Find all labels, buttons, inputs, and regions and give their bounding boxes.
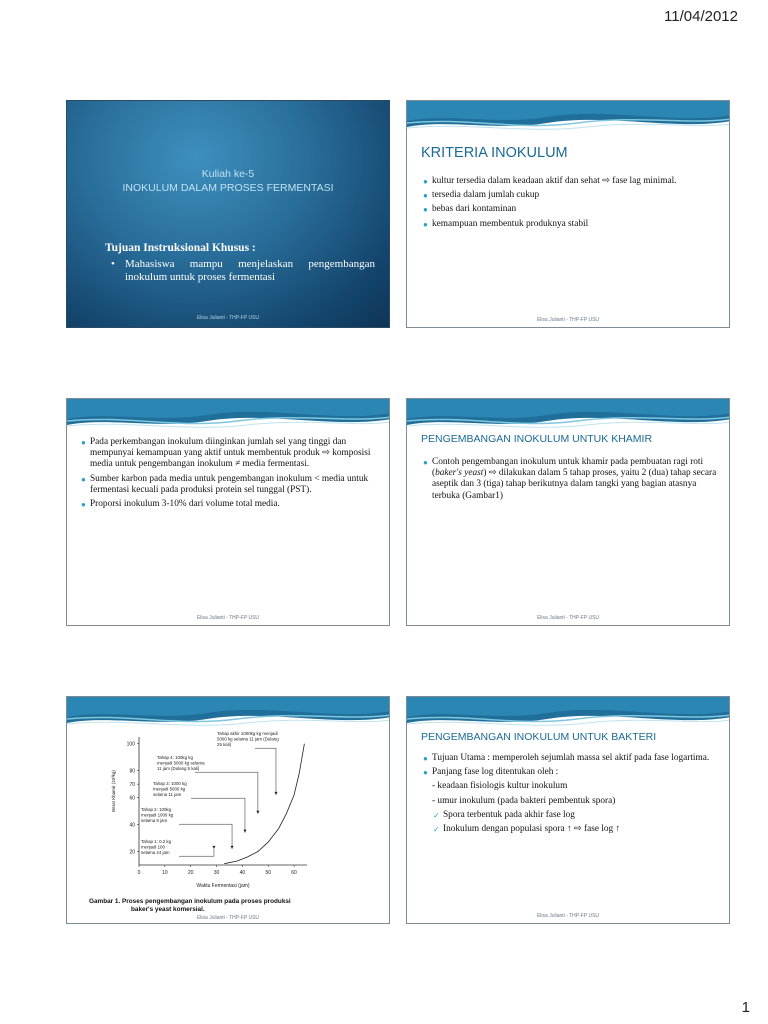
bullet-icon: • bbox=[111, 258, 115, 270]
annotation-text: Tahap 1: 0.2 kg bbox=[141, 839, 172, 844]
arrow-head bbox=[212, 846, 215, 849]
annotation-text: Tahap 3: 1000 kg bbox=[153, 781, 187, 786]
slide-footer: Elisa Julianti - THP-FP USU bbox=[536, 317, 600, 323]
list-item: ● Panjang fase log ditentukan oleh : bbox=[423, 767, 559, 778]
annotation-text: menjadi 1000 kg bbox=[141, 812, 174, 818]
y-tick-label: 100 bbox=[126, 741, 135, 748]
lecture-topic: INOKULUM DALAM PROSES FERMENTASI bbox=[122, 182, 334, 194]
list-item: ● tersedia dalam jumlah cukup bbox=[423, 190, 540, 201]
bullet-list bbox=[423, 176, 719, 233]
slide-footer: Elisa Julianti - THP-FP USU bbox=[536, 913, 600, 919]
wave-band bbox=[407, 399, 729, 435]
list-item: ✓ Spora terbentuk pada akhir fase log bbox=[433, 809, 575, 820]
bullet-list bbox=[81, 437, 379, 513]
slide-footer: Elisa Julianti - THP-FP USU bbox=[536, 615, 600, 621]
slide-title bbox=[66, 100, 390, 328]
objective-list bbox=[111, 258, 375, 283]
list-item: ● Tujuan Utama : memperoleh sejumlah massa sel aktif pada fase logartima. bbox=[423, 753, 710, 763]
list-item: ● kultur tersedia dalam keadaan aktif dan sehat ⇨ fase lag minimal. bbox=[423, 176, 677, 186]
list-item: ● Contoh pengembangan inokulum untuk khamir pada pembuatan ragi roti (baker's yeast) ⇨ dilakukan dalam 5 tahap proses, yaitu 2 (dua) tahap secara aseptik dan 3 (tiga) tahap berikutnya dalam tangki yang bagian atasnya terbuka (Gambar1) bbox=[423, 457, 717, 501]
print-date: 11/04/2012 bbox=[664, 8, 738, 25]
y-axis-label: Berat Khamir (10³kg) bbox=[111, 770, 116, 812]
list-item: ● Sumber karbon pada media untuk pengembangan inokulum < media untuk fermentasi kecuali pada produksi protein sel tunggal (PST). bbox=[81, 473, 369, 495]
slide-title-text bbox=[67, 167, 389, 195]
x-axis-label: Waktu Fermentasi (jam) bbox=[196, 883, 250, 889]
list-item: ● bebas dari kontaminan bbox=[423, 204, 517, 215]
lecture-number: Kuliah ke-5 bbox=[201, 168, 255, 180]
bullet-list bbox=[423, 753, 719, 838]
y-tick-label: 70 bbox=[129, 781, 135, 788]
slide-footer: Elisa Julianti - THP-FP USU bbox=[196, 615, 260, 621]
bullet-icon: ● bbox=[423, 177, 428, 186]
wave-band bbox=[407, 101, 729, 137]
slide-khamir bbox=[406, 398, 730, 626]
objective-text: Mahasiswa mampu menjelaskan pengembangan inokulum untuk proses fermentasi bbox=[125, 258, 375, 283]
x-tick-label: 40 bbox=[239, 870, 246, 876]
annotation-text: 11 jam (Dulang 5 kali) bbox=[157, 766, 200, 772]
list-item: ✓ Inokulum dengan populasi spora ↑ ⇨ fase log ↑ bbox=[433, 824, 621, 835]
arrow-head bbox=[256, 811, 259, 814]
y-tick-label: 60 bbox=[129, 795, 135, 802]
list-item: - keadaan fisiologis kultur inokulum bbox=[432, 781, 568, 792]
annotation-text: selama 11 jam bbox=[153, 792, 182, 798]
list-item: ● kemampuan membentuk produknya stabil bbox=[423, 218, 589, 229]
annotation-text: 5000 kg selama 11 jam (Dulang bbox=[217, 736, 279, 742]
annotation-text: 25 kali) bbox=[217, 742, 232, 748]
bullet-icon: ● bbox=[423, 768, 428, 778]
slide-heading: PENGEMBANGAN INOKULUM UNTUK BAKTERI bbox=[421, 731, 657, 743]
wave-band bbox=[407, 697, 729, 733]
growth-curve bbox=[224, 744, 304, 864]
arrow-head bbox=[231, 846, 234, 849]
list-item: ● Pada perkembangan inokulum diinginkan jumlah sel yang tinggi dan mempunyai kemampuan yang aktif untuk membentuk produk ⇨ komposisi media untuk pengembangan inokulum ≠ media fermentasi. bbox=[81, 437, 371, 470]
objective-heading: Tujuan Instruksional Khusus : bbox=[105, 242, 256, 254]
slide-heading: PENGEMBANGAN INOKULUM UNTUK KHAMIR bbox=[421, 433, 653, 445]
bullet-icon: ● bbox=[423, 754, 428, 763]
y-tick-label: 20 bbox=[129, 849, 135, 856]
annotation-text: selama 9 jam bbox=[141, 818, 168, 824]
list-item: - umur inokulum (pada bakteri pembentuk spora) bbox=[432, 795, 616, 806]
x-tick-label: 60 bbox=[291, 870, 297, 876]
growth-chart bbox=[67, 723, 390, 923]
x-tick-label: 30 bbox=[213, 870, 220, 876]
annotation-text: menjadi 5000 kg selama bbox=[157, 760, 205, 766]
y-tick-label: 80 bbox=[129, 768, 135, 775]
x-tick-label: 0 bbox=[137, 870, 141, 876]
slide-media-inokulum bbox=[66, 398, 390, 626]
check-icon: ✓ bbox=[433, 825, 440, 835]
bullet-icon: ● bbox=[423, 458, 428, 467]
annotation-text: Tahap 2: 100kg bbox=[141, 807, 172, 812]
annotation-text: Tahap 4: 100kg kg bbox=[157, 755, 193, 760]
figure-caption: Gambar 1. Proses pengembangan inokulum pada proses produksi baker's yeast komersial. bbox=[89, 898, 291, 913]
slide-bakteri bbox=[406, 696, 730, 924]
y-tick-label: 40 bbox=[129, 822, 135, 829]
wave-band bbox=[67, 399, 389, 435]
arrow-head bbox=[243, 830, 246, 833]
slide-chart bbox=[66, 696, 390, 924]
x-tick-label: 50 bbox=[265, 870, 272, 876]
bullet-icon: ● bbox=[423, 205, 428, 215]
page-number: 1 bbox=[741, 999, 750, 1016]
list-item: ● Proporsi inokulum 3-10% dari volume total media. bbox=[81, 499, 280, 510]
bullet-icon: ● bbox=[81, 474, 86, 484]
annotation-text: Tahap akhir 1000kg kg menjadi bbox=[217, 731, 278, 736]
bullet-icon: ● bbox=[423, 191, 428, 201]
arrow-head bbox=[274, 792, 277, 795]
bullet-icon: ● bbox=[423, 219, 428, 229]
bullet-icon: ● bbox=[81, 438, 86, 447]
slide-footer: Elisa Julianti - THP-FP USU bbox=[196, 315, 260, 321]
annotation-text: menjadi 5000 kg bbox=[153, 786, 186, 792]
slide-heading: KRITERIA INOKULUM bbox=[421, 145, 568, 161]
annotation-text: selama 24 jam bbox=[141, 850, 170, 856]
x-tick-label: 10 bbox=[162, 870, 168, 876]
x-tick-label: 20 bbox=[187, 870, 194, 876]
slide-kriteria bbox=[406, 100, 730, 328]
check-icon: ✓ bbox=[433, 810, 440, 820]
annotation-text: menjadi 100 bbox=[141, 844, 165, 850]
bullet-list bbox=[423, 457, 719, 505]
slide-footer: Elisa Julianti - THP-FP USU bbox=[196, 915, 260, 921]
bullet-icon: ● bbox=[81, 500, 86, 510]
